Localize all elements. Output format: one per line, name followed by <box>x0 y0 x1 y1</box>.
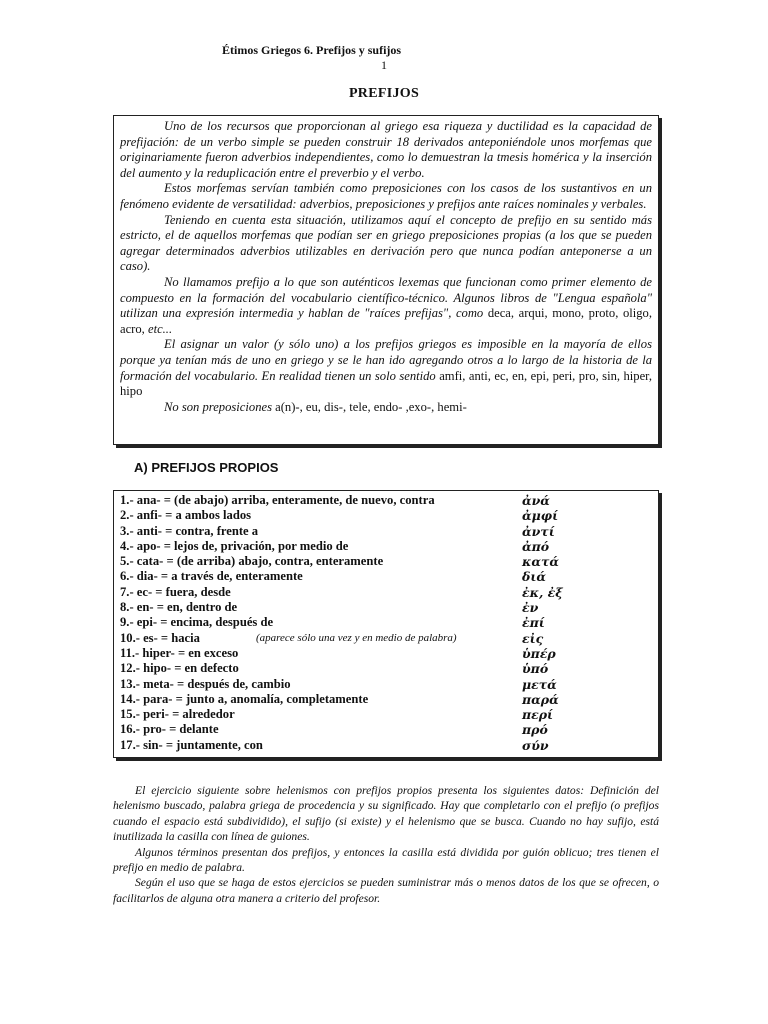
prefix-greek-word: παρά <box>522 691 559 707</box>
intro-paragraph-3 <box>120 213 652 275</box>
prefix-definition: 16.- pro- = delante <box>120 722 219 737</box>
exercise-paragraph-1 <box>113 783 659 845</box>
prefix-row <box>120 554 652 569</box>
intro-p2-text: Estos morfemas servían también como preposiciones con los casos de los sustantivos en un fenómeno evidente de versatilidad: adverbios, preposiciones y prefijos ante raíces nominales y verbales. <box>120 181 652 211</box>
prefix-note: (aparece sólo una vez y en medio de palabra) <box>256 631 457 644</box>
subsection-title: A) PREFIJOS PROPIOS <box>134 460 279 475</box>
prefix-row <box>120 508 652 523</box>
intro-paragraph-6 <box>120 400 652 416</box>
prefix-greek-word: πρό <box>522 722 548 738</box>
prefix-row <box>120 615 652 630</box>
prefix-row <box>120 722 652 737</box>
prefix-definition: 6.- dia- = a través de, enteramente <box>120 569 303 584</box>
prefix-greek-word: ἀμφί <box>522 508 559 524</box>
prefix-definition: 5.- cata- = (de arriba) abajo, contra, enteramente <box>120 554 384 569</box>
prefix-greek-word: ἀντί <box>522 523 555 539</box>
intro-paragraph-2 <box>120 181 652 212</box>
prefix-row <box>120 661 652 676</box>
intro-p6-examples: a(n)-, eu, dis-, tele, endo- ,exo-, hemi- <box>275 399 467 414</box>
prefix-greek-word: ὑπέρ <box>522 645 556 661</box>
intro-p1-text: Uno de los recursos que proporcionan al griego esa riqueza y ductilidad es la capacidad de prefijación: de un verbo simple se pueden construir 18 derivados anteponiéndole unos morfemas que originariamente fueron adverbios independientes, como lo demuestran la tmesis homérica y la inserción del aumento y la reduplicación entre el preverbio y el verbo. <box>120 119 652 180</box>
intro-p4-text: No llamamos prefijo a lo que son auténticos lexemas que funcionan como primer elemento de compuesto en la formación del vocabulario científico-técnico. Algunos libros de "Lengua española" utilizan una expresión intermedia y hablan de "raíces prefijas", como <box>120 274 652 321</box>
prefix-greek-word: εἰς <box>522 630 544 646</box>
prefix-row <box>120 677 652 692</box>
prefix-row <box>120 646 652 661</box>
prefix-row <box>120 631 652 646</box>
exercise-p3-text: Según el uso que se haga de estos ejercicios se pueden suministrar más o menos datos de los que se ofrecen, o facilitarlos de alguna otra manera a criterio del profesor. <box>113 876 659 905</box>
prefix-greek-word: ἀνά <box>522 493 550 508</box>
prefix-row <box>120 600 652 615</box>
prefix-greek-word: κατά <box>522 554 560 570</box>
prefix-greek-word: περί <box>522 707 554 723</box>
prefix-definition: 15.- peri- = alrededor <box>120 707 235 722</box>
prefix-definition: 12.- hipo- = en defecto <box>120 661 239 676</box>
prefix-definition: 4.- apo- = lejos de, privación, por medio de <box>120 538 349 553</box>
prefix-greek-word: ἐπί <box>522 615 545 631</box>
intro-p6-text: No son preposiciones <box>164 399 272 414</box>
prefix-definition: 10.- es- = hacia <box>120 630 200 645</box>
page-number: 1 <box>381 58 387 72</box>
intro-p3-text: Teniendo en cuenta esta situación, utilizamos aquí el concepto de prefijo en su sentido más estricto, el de aquellos morfemas que podían ser en griego preposiciones propias (a los que se pueden agregar determinados adverbios utilizables en derivación pero que nunca podían anteponerse a un caso). <box>120 212 652 274</box>
section-title: PREFIJOS <box>348 86 420 101</box>
prefix-greek-word: ἐν <box>522 600 539 616</box>
prefix-definition: 3.- anti- = contra, frente a <box>120 523 259 538</box>
prefix-greek-word: μετά <box>522 676 557 692</box>
prefix-greek-word: ἐκ, ἐξ <box>522 584 563 600</box>
prefix-greek-word: ἀπό <box>522 538 550 554</box>
prefix-greek-word: διά <box>522 569 547 585</box>
prefix-definition: 13.- meta- = después de, cambio <box>120 676 291 691</box>
prefix-greek-word: ὑπό <box>522 661 549 677</box>
exercise-instructions <box>113 783 659 906</box>
page-header-title: Étimos Griegos 6. Prefijos y sufijos <box>222 43 402 57</box>
prefix-definition: 9.- epi- = encima, después de <box>120 615 274 630</box>
prefix-row <box>120 539 652 554</box>
exercise-p2-text: Algunos términos presentan dos prefijos, y entonces la casilla está dividida por guión oblicuo; tres tienen el prefijo en medio de palabra. <box>113 845 659 875</box>
intro-paragraph-5 <box>120 337 652 399</box>
prefix-definition: 2.- anfi- = a ambos lados <box>120 508 252 523</box>
prefix-row <box>120 585 652 600</box>
exercise-p1-text: El ejercicio siguiente sobre helenismos con prefijos propios presenta los siguientes datos: Definición del helenismo buscado, palabra griega de procedencia y su significado. Hay que completarlo con el prefijo (o prefijos cuando el espacio está subdividido), el sufijo (si existe) y el helenismo que se busca. Cuando no hay sufijo, está inutilizada la casilla con línea de guiones. <box>113 784 659 844</box>
prefix-greek-word: σύν <box>522 737 549 753</box>
prefix-row <box>120 692 652 707</box>
prefix-definition: 11.- hiper- = en exceso <box>120 645 239 660</box>
intro-p4-etc: etc... <box>147 321 173 336</box>
intro-p5-examples: amfi, anti, ec, en, epi, peri, pro, sin, hiper, hipo <box>120 368 652 399</box>
prefix-row <box>120 569 652 584</box>
intro-box <box>113 115 659 445</box>
prefix-definition: 1.- ana- = (de abajo) arriba, enteramente, de nuevo, contra <box>120 493 435 507</box>
prefix-row <box>120 738 652 753</box>
prefix-row <box>120 524 652 539</box>
prefix-definition: 8.- en- = en, dentro de <box>120 600 238 615</box>
prefix-row <box>120 493 652 508</box>
intro-p5-text: El asignar un valor (y sólo uno) a los prefijos griegos es imposible en la mayoría de ellos porque ya tenían más de uno en griego y se le han ido agregando otros a lo largo de la historia de la formación del vocabulario. En realidad tienen un solo sentido <box>120 337 652 383</box>
prefix-definition: 17.- sin- = juntamente, con <box>120 737 263 752</box>
prefix-definition: 7.- ec- = fuera, desde <box>120 584 231 599</box>
intro-paragraph-4 <box>120 275 652 337</box>
prefix-definition: 14.- para- = junto a, anomalía, completamente <box>120 691 369 706</box>
exercise-paragraph-3 <box>113 875 659 906</box>
prefix-row <box>120 707 652 722</box>
intro-paragraph-1 <box>120 119 652 181</box>
intro-p4-examples: deca, arqui, mono, proto, oligo, acro, <box>120 306 653 336</box>
prefix-list <box>113 490 659 758</box>
exercise-paragraph-2 <box>113 845 659 876</box>
